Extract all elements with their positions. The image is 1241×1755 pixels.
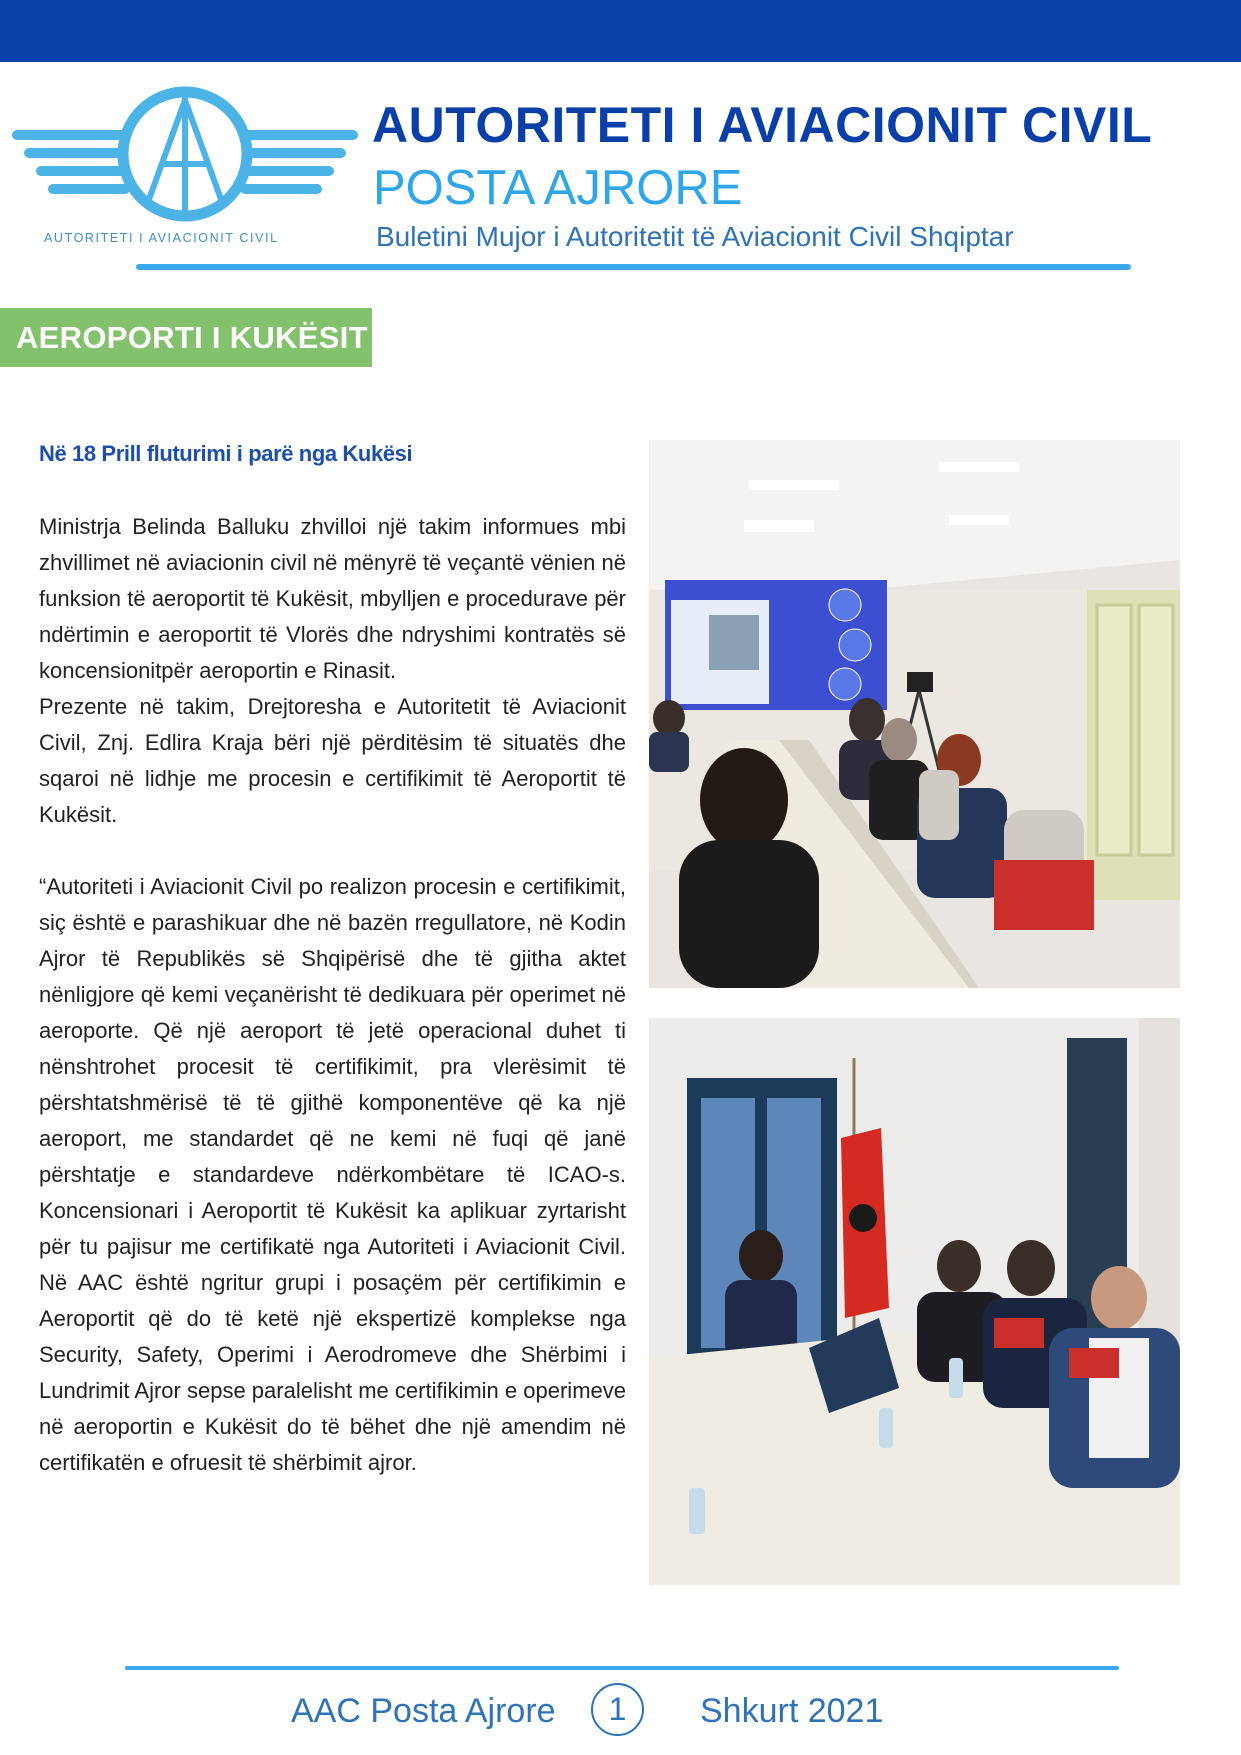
publication-tagline: Buletini Mujor i Autoritetit të Aviacionit Civil Shqiptar (376, 221, 1014, 252)
aac-logo (8, 82, 360, 252)
section-label: AEROPORTI I KUKËSIT (0, 308, 372, 367)
article-paragraph: “Autoriteti i Aviacionit Civil po realizon procesin e certifikimit, siç është e parashikuar dhe në bazën rregullatore, në Kodin Ajror të Republikës së Shqipërisë dhe të gjitha aktet nënligjore që kemi veçanërisht të dedikuara për operimet në aeroporte. Që një aeroport të jetë operacional duhet ti nënshtrohet procesit të certifikimit, pra vlerësimit të përshtatshmërisë të të gjithë komponentëve që ka një aeroport, me standardet që ne kemi në fuqi që janë përshtatje e standardeve ndërkombëtare të ICAO-s. Koncensionari i Aeroportit të Kukësit ka aplikuar zyrtarisht për tu pajisur me certifikatë nga Autoriteti i Aviacionit Civil. Në AAC është ngritur grupi i posaçëm për certifikimin e Aeroportit që do të ketë një ekspertizë komplekse nga Security, Safety, Operimi i Aerodromeve dhe Shërbimi i Lundrimit Ajror sepse paralelisht me certifikimin e operimeve në aeroportin e Kukësit do të bëhet dhe një amendim në certifikatën e ofruesit të shërbimit ajror. (39, 874, 626, 1475)
meeting-room-photo (649, 440, 1180, 988)
minister-meeting-photo (649, 1018, 1180, 1585)
article-paragraph: Ministrja Belinda Balluku zhvilloi një takim informues mbi zhvillimet në aviacionin civil në mënyrë të veçantë vënien në funksion të aeroportit të Kukësit, mbylljen e procedurave për ndërtimin e aeroportit të Vlorës dhe ndryshimi kontratës së koncensionitpër aeroportin e Rinasit. (39, 514, 626, 683)
article-paragraph: Prezente në takim, Drejtoresha e Autoritetit të Aviacionit Civil, Znj. Edlira Kraja bëri një përditësim të situatës dhe sqaroi në lidhje me procesin e certifikimit të Aeroportit të Kukësit. (39, 694, 626, 827)
header-divider (136, 264, 1131, 270)
publication-title: AUTORITETI I AVIACIONIT CIVIL (372, 97, 1153, 153)
footer-issue-date: Shkurt 2021 (700, 1692, 884, 1730)
footer-publication-name: AAC Posta Ajrore (291, 1692, 556, 1730)
footer-divider (125, 1666, 1119, 1670)
article-body (39, 509, 626, 1481)
top-banner (0, 0, 1241, 62)
publication-subtitle: POSTA AJRORE (373, 161, 743, 215)
article-headline: Në 18 Prill fluturimi i parë nga Kukësi (39, 441, 413, 466)
page-number: 1 (591, 1683, 644, 1736)
logo-caption: AUTORITETI I AVIACIONIT CIVIL (44, 231, 279, 245)
